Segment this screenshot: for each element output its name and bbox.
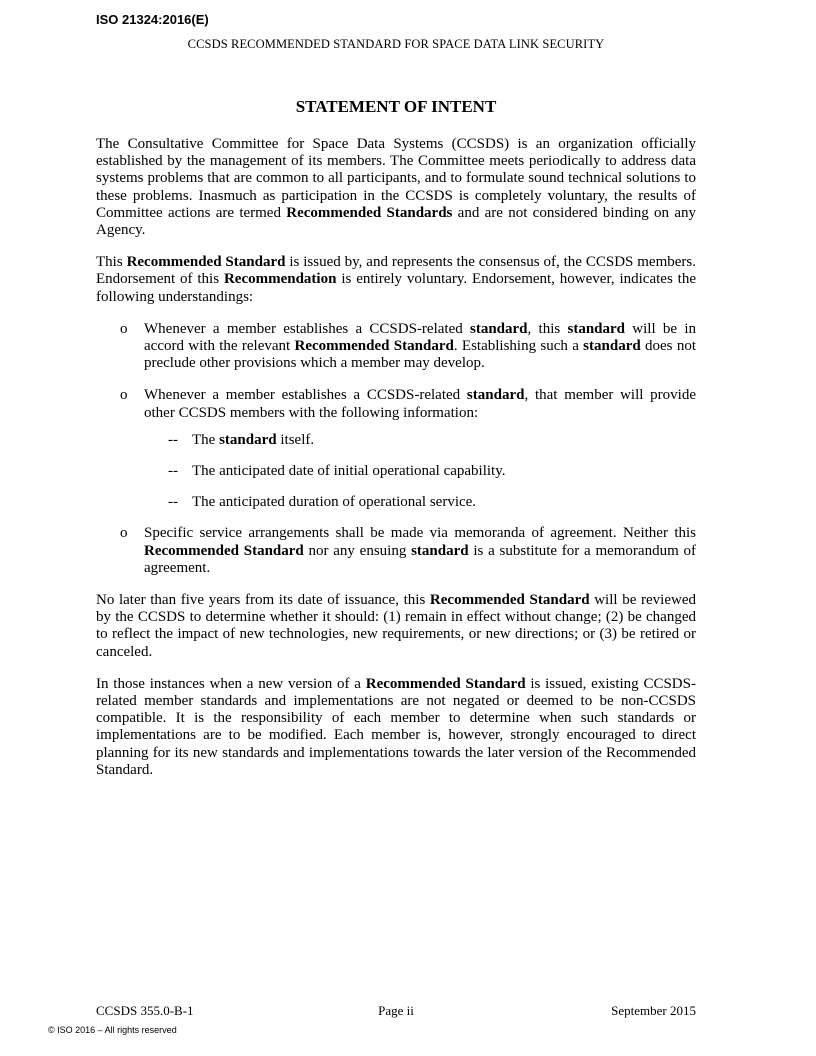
text-run: is issued, existing CCSDS-related member standards and implementations are not negated or deemed to be non-CCSDS compatible. It is the responsibility of each member to determine when such standards or implementations are to be modified. Each member is, however, strongly encouraged to direct planning for its new standards and implementations towards the later version of the Recommended Standard. [96,675,696,778]
bold-term: standard [466,387,525,404]
text-run: In those instances when a new version of a [96,675,366,692]
paragraph-endorsement [96,254,696,306]
text-run: and are not considered binding on any Agency. [96,204,696,239]
paragraph-review [96,592,696,661]
dash-marker: -- [168,463,178,480]
bullet-marker: o [120,525,128,542]
bold-term: Recommendation [223,271,337,288]
text-run: . Establishing such a [453,338,584,355]
bold-term: Recommended Standard [126,254,286,271]
text-run: will be reviewed by the CCSDS to determine whether it should: (1) remain in effect without change; (2) be changed to reflect the impact of new technologies, new requirements, or new directions; or (3) be retired or canceled. [96,592,696,660]
text-run: Whenever a member establishes a CCSDS-related [144,320,470,337]
bold-term: Recommended Standard [144,542,304,559]
text-run: itself. [276,431,315,448]
document-body [96,136,696,794]
text-run: nor any ensuing [303,542,412,559]
bold-term: Recommended Standard [294,338,454,355]
dash-item-standard [96,432,696,449]
bold-term: standard [411,542,469,559]
bold-term: standard [567,320,626,337]
text-run: The Consultative Committee for Space Data Systems (CCSDS) is an organization officially established by the management of its members. The Committee meets periodically to address data systems problems that are common to all participants, and to formulate sound technical solutions to these problems. Inasmuch as participation in the CCSDS is completely voluntary, the results of Committee actions are termed [96,136,696,221]
bullet-item-accord [96,321,696,373]
text-run: does not preclude other provisions which a member may develop. [144,338,696,372]
bullet-item-information [96,387,696,421]
bold-term: Recommended Standards [286,204,453,221]
dash-item-service-duration [96,494,696,511]
bullet-marker: o [120,387,128,404]
bullet-item-memoranda [96,525,696,577]
page-footer [96,1003,696,1021]
text-run: The anticipated duration of operational service. [192,494,477,511]
paragraph-new-version [96,676,696,779]
text-run: is issued by, and represents the consensus of, the CCSDS members. Endorsement of this [96,254,696,288]
dash-item-capability-date [96,463,696,480]
bold-term: standard [583,338,641,355]
bold-term: standard [219,431,277,448]
running-header-title: CCSDS RECOMMENDED STANDARD FOR SPACE DATA LINK SECURITY [187,37,605,51]
footer-page-number: Page ii [378,1003,414,1018]
text-run: The anticipated date of initial operational capability. [192,463,506,480]
text-run: is entirely voluntary. Endorsement, however, indicates the following understandings: [96,271,696,305]
bold-term: Recommended Standard [365,675,526,692]
iso-standard-number: ISO 21324:2016(E) [96,12,209,27]
footer-date: September 2015 [611,1003,696,1018]
text-run: , this [527,320,568,337]
text-run: This [96,254,127,271]
text-run: The [192,431,220,448]
text-run: , that member will provide other CCSDS members with the following information: [144,387,697,421]
bullet-marker: o [120,320,128,337]
dash-marker: -- [168,431,178,448]
text-run: Specific service arrangements shall be made via memoranda of agreement. Neither this [144,525,696,542]
text-run: will be in accord with the relevant [144,320,696,355]
footer-document-id: CCSDS 355.0-B-1 [96,1003,194,1018]
text-run: is a substitute for a memorandum of agreement. [144,542,696,576]
dash-marker: -- [168,494,178,511]
text-run: Whenever a member establishes a CCSDS-related [144,387,467,404]
copyright-notice: © ISO 2016 – All rights reserved [48,1025,177,1035]
bold-term: Recommended Standard [429,592,590,609]
text-run: No later than five years from its date of issuance, this [96,592,430,609]
bold-term: standard [470,320,528,337]
paragraph-intro [96,136,696,239]
page-title: STATEMENT OF INTENT [295,97,497,116]
